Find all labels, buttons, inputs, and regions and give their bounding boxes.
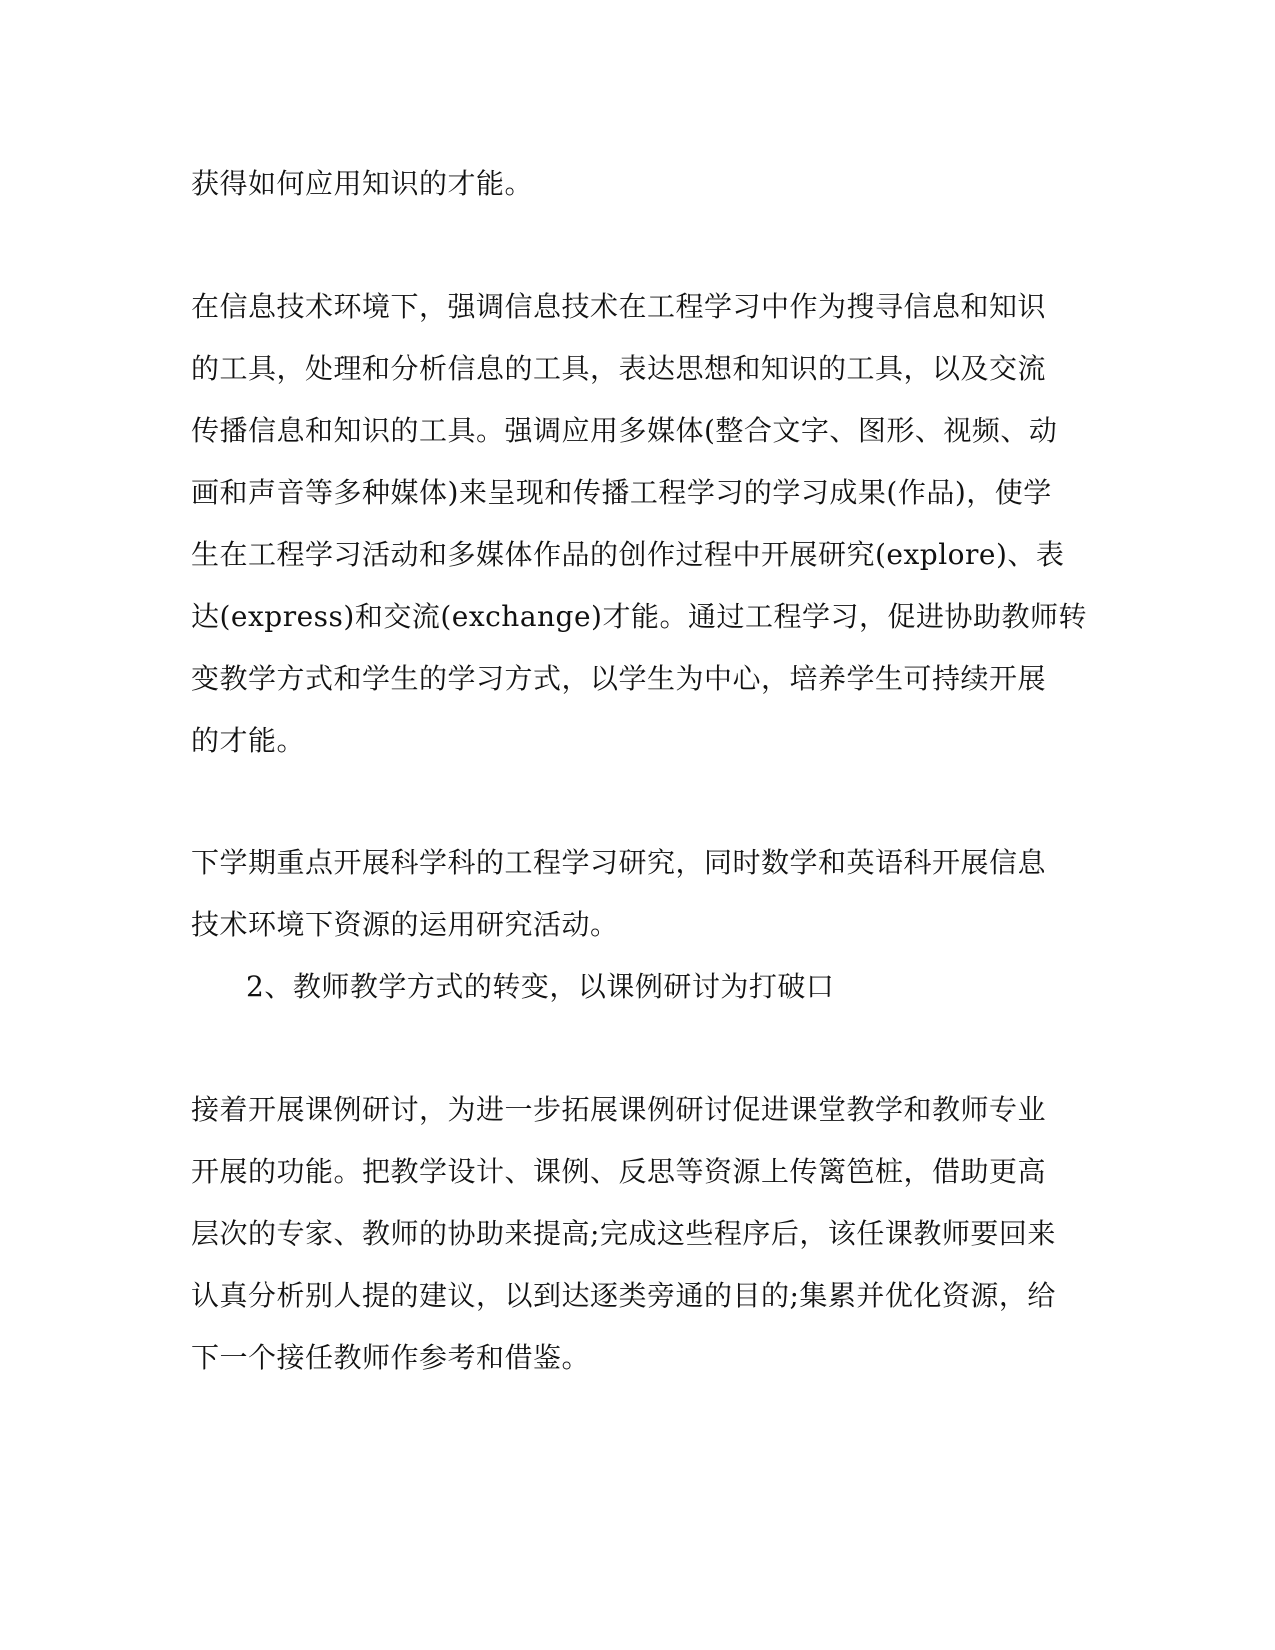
paragraph-2-line-7: 变教学方式和学生的学习方式，以学生为中心，培养学生可持续开展 — [191, 662, 1047, 695]
paragraph-2-line-6: 达(express)和交流(exchange)才能。通过工程学习，促进协助教师转 — [191, 600, 1087, 633]
paragraph-4-line-4: 认真分析别人提的建议，以到达逐类旁通的目的;集累并优化资源，给 — [191, 1279, 1056, 1312]
paragraph-1-line-1: 获得如何应用知识的才能。 — [191, 167, 534, 200]
paragraph-4-line-1: 接着开展课例研讨，为进一步拓展课例研讨促进课堂教学和教师专业 — [191, 1093, 1047, 1126]
paragraph-2-line-8: 的才能。 — [191, 724, 306, 757]
paragraph-3-line-2: 技术环境下资源的运用研究活动。 — [191, 908, 619, 941]
paragraph-3-line-1: 下学期重点开展科学科的工程学习研究，同时数学和英语科开展信息 — [191, 846, 1047, 879]
paragraph-4-line-3: 层次的专家、教师的协助来提高;完成这些程序后，该任课教师要回来 — [191, 1217, 1056, 1250]
paragraph-4-line-2: 开展的功能。把教学设计、课例、反思等资源上传篱笆桩，借助更高 — [191, 1155, 1047, 1188]
paragraph-2-line-2: 的工具，处理和分析信息的工具，表达思想和知识的工具，以及交流 — [191, 352, 1047, 385]
paragraph-2-line-1: 在信息技术环境下，强调信息技术在工程学习中作为搜寻信息和知识 — [191, 290, 1047, 323]
paragraph-2-line-5: 生在工程学习活动和多媒体作品的创作过程中开展研究(explore)、表 — [191, 538, 1065, 571]
paragraph-2-line-4: 画和声音等多种媒体)来呈现和传播工程学习的学习成果(作品)，使学 — [191, 476, 1052, 509]
section-heading: 2、教师教学方式的转变，以课例研讨为打破口 — [246, 970, 835, 1003]
paragraph-4-line-5: 下一个接任教师作参考和借鉴。 — [191, 1341, 591, 1374]
paragraph-2-line-3: 传播信息和知识的工具。强调应用多媒体(整合文字、图形、视频、动 — [191, 414, 1058, 447]
